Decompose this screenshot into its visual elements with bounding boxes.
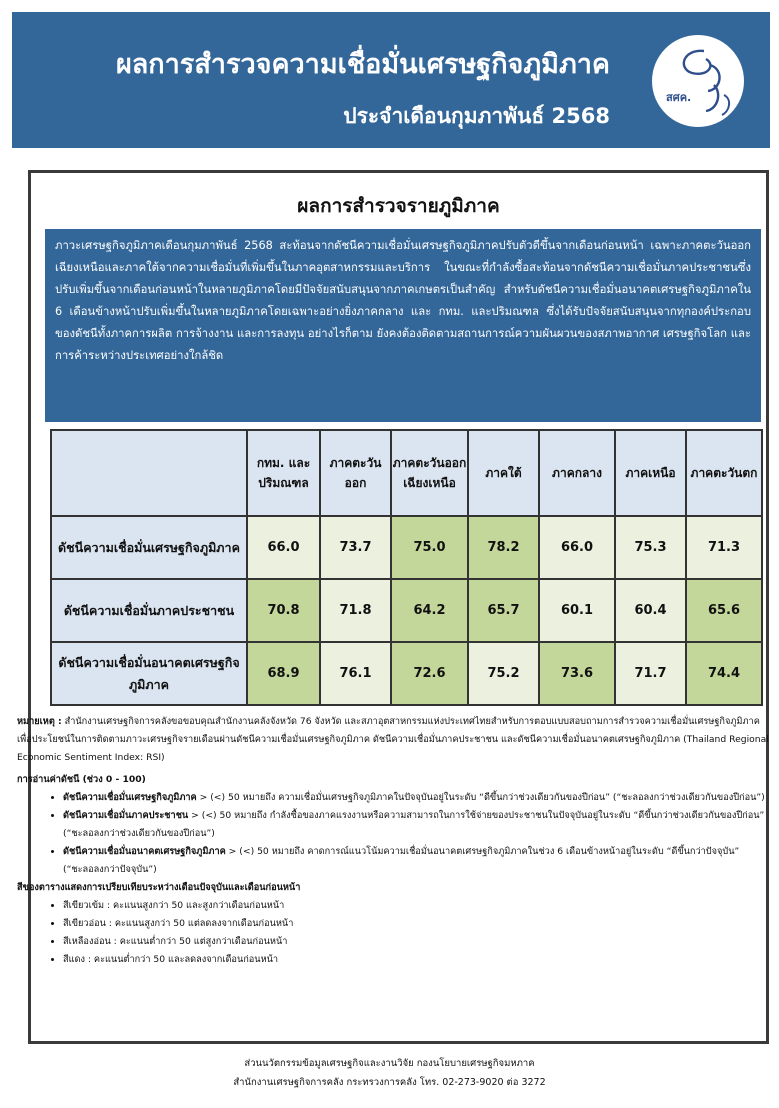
table-cell: 71.7 bbox=[615, 642, 686, 705]
remark bbox=[17, 713, 769, 767]
table-cell: 73.7 bbox=[320, 516, 391, 579]
page-footer bbox=[0, 1054, 779, 1092]
reading-list bbox=[17, 789, 769, 879]
table-cell: 75.2 bbox=[468, 642, 539, 705]
table-corner bbox=[51, 430, 247, 516]
row-label: ดัชนีความเชื่อมั่นภาคประชาชน bbox=[51, 579, 247, 642]
table-cell: 68.9 bbox=[247, 642, 320, 705]
col-header: ภาคกลาง bbox=[539, 430, 615, 516]
rsi-table bbox=[50, 429, 763, 706]
table-cell: 65.7 bbox=[468, 579, 539, 642]
color-title bbox=[17, 879, 769, 897]
fpo-logo bbox=[652, 35, 744, 127]
page-subtitle: ประจำเดือนกุมภาพันธ์ 2568 bbox=[343, 104, 610, 128]
table-cell: 66.0 bbox=[247, 516, 320, 579]
reading-title bbox=[17, 771, 769, 789]
color-title-text: สีของตารางแสดงการเปรียบเทียบระหว่างเดือนปัจจุบันและเดือนก่อนหน้า bbox=[17, 882, 301, 893]
table-header-row bbox=[51, 430, 762, 516]
footer-line: ส่วนนวัตกรรมข้อมูลเศรษฐกิจและงานวิจัย กองนโยบายเศรษฐกิจมหภาค bbox=[244, 1058, 535, 1069]
table-cell: 74.4 bbox=[686, 642, 762, 705]
table-cell: 73.6 bbox=[539, 642, 615, 705]
row-label: ดัชนีความเชื่อมั่นเศรษฐกิจภูมิภาค bbox=[51, 516, 247, 579]
reading-text: > (<) 50 หมายถึง ความเชื่อมั่นเศรษฐกิจภูมิภาคในปัจจุบันอยู่ในระดับ “ดีขึ้นกว่าช่วงเดียวกันของปีก่อน” (“ชะลอลงกว่าช่วงเดียวกันของปีก่อน”) bbox=[196, 792, 765, 803]
table-cell: 65.6 bbox=[686, 579, 762, 642]
col-header: ภาคใต้ bbox=[468, 430, 539, 516]
list-item: • สีเขียวเข้ม : คะแนนสูงกว่า 50 และสูงกว่าเดือนก่อนหน้า bbox=[63, 897, 769, 915]
table-cell: 75.0 bbox=[391, 516, 468, 579]
reading-term: ดัชนีความเชื่อมั่นอนาคตเศรษฐกิจภูมิภาค bbox=[63, 846, 226, 857]
col-header: ภาคตะวันออกเฉียงเหนือ bbox=[391, 430, 468, 516]
list-item bbox=[63, 789, 769, 807]
reading-text: > (<) 50 หมายถึง กำลังซื้อของภาคแรงงานหรือความสามารถในการใช้จ่ายของประชาชนในปัจจุบันอยู่ในระดับ “ดีขึ้นกว่าช่วงเดียวกันของปีก่อน” (“ชะลอลงกว่าช่วงเดียวกันของปีก่อน”) bbox=[63, 810, 765, 839]
table-cell: 72.6 bbox=[391, 642, 468, 705]
table-row bbox=[51, 516, 762, 579]
col-header: ภาคตะวันออก bbox=[320, 430, 391, 516]
table-cell: 64.2 bbox=[391, 579, 468, 642]
remark-label: หมายเหตุ : bbox=[17, 716, 62, 727]
list-item: • สีเหลืองอ่อน : คะแนนต่ำกว่า 50 แต่สูงกว่าเดือนก่อนหน้า bbox=[63, 933, 769, 951]
table-cell: 70.8 bbox=[247, 579, 320, 642]
list-item: • สีแดง : คะแนนต่ำกว่า 50 และลดลงจากเดือนก่อนหน้า bbox=[63, 951, 769, 969]
reading-term: ดัชนีความเชื่อมั่นภาคประชาชน bbox=[63, 810, 189, 821]
table-cell: 60.1 bbox=[539, 579, 615, 642]
table-cell: 75.3 bbox=[615, 516, 686, 579]
table-row bbox=[51, 579, 762, 642]
table-cell: 71.3 bbox=[686, 516, 762, 579]
table-cell: 60.4 bbox=[615, 579, 686, 642]
list-item: • สีเขียวอ่อน : คะแนนสูงกว่า 50 แต่ลดลงจากเดือนก่อนหน้า bbox=[63, 915, 769, 933]
table-cell: 66.0 bbox=[539, 516, 615, 579]
section-title: ผลการสำรวจรายภูมิภาค bbox=[297, 195, 500, 217]
table-row bbox=[51, 642, 762, 705]
list-item bbox=[63, 843, 769, 879]
col-header: ภาคตะวันตก bbox=[686, 430, 762, 516]
list-item bbox=[63, 807, 769, 843]
col-header: กทม. และปริมณฑล bbox=[247, 430, 320, 516]
footer-line: สำนักงานเศรษฐกิจการคลัง กระทรวงการคลัง โทร. 02-273-9020 ต่อ 3272 bbox=[233, 1077, 546, 1088]
table-cell: 71.8 bbox=[320, 579, 391, 642]
page-title: ผลการสำรวจความเชื่อมั่นเศรษฐกิจภูมิภาค bbox=[115, 49, 610, 80]
summary-box: ภาวะเศรษฐกิจภูมิภาคเดือนกุมภาพันธ์ 2568 สะท้อนจากดัชนีความเชื่อมั่นเศรษฐกิจภูมิภาคปรับตัวดีขึ้นจากเดือนก่อนหน้า เฉพาะภาคตะวันออกเฉียงเหนือและภาคใต้จากความเชื่อมั่นที่เพิ่มขึ้นในภาคอุตสาหกรรมและบริการ ในขณะที่กำลังซื้อสะท้อนจากดัชนีความเชื่อมั่นภาคประชาชนซึ่งปรับเพิ่มขึ้นจากเดือนก่อนหน้าในหลายภูมิภาคโดยมีปัจจัยสนับสนุนจากภาคเกษตรเป็นสำคัญ สำหรับดัชนีความเชื่อมั่นอนาคตเศรษฐกิจภูมิภาคใน 6 เดือนข้างหน้าปรับเพิ่มขึ้นในหลายภูมิภาคโดยเฉพาะอย่างยิ่งภาคกลาง และ กทม. และปริมณฑล ซึ่งได้รับปัจจัยสนับสนุนจากทุกองค์ประกอบของดัชนีทั้งภาคการผลิต การจ้างงาน และการลงทุน อย่างไรก็ตาม ยังคงต้องติดตามสถานการณ์ความผันผวนของสภาพอากาศ เศรษฐกิจโลก และการค้าระหว่างประเทศอย่างใกล้ชิด bbox=[45, 229, 761, 422]
logo-text: สศค. bbox=[666, 91, 692, 104]
reading-text: > (<) 50 หมายถึง คาดการณ์แนวโน้มความเชื่อมั่นอนาคตเศรษฐกิจภูมิภาคในช่วง 6 เดือนข้างหน้าอยู่ในระดับ “ดีขึ้นกว่าปัจจุบัน” (“ชะลอลงกว่าปัจจุบัน”) bbox=[63, 846, 740, 875]
reading-title-text: การอ่านค่าดัชนี (ช่วง 0 - 100) bbox=[17, 774, 146, 785]
reading-term: ดัชนีความเชื่อมั่นเศรษฐกิจภูมิภาค bbox=[63, 792, 197, 803]
regional-survey-panel bbox=[17, 170, 769, 1044]
remark-text: สำนักงานเศรษฐกิจการคลังขอขอบคุณสำนักงานคลังจังหวัด 76 จังหวัด และสภาอุตสาหกรรมแห่งประเทศไทยสำหรับการตอบแบบสอบถามการสำรวจความเชื่อมั่นเศรษฐกิจภูมิภาค เพื่อประโยชน์ในการติดตามภาวะเศรษฐกิจรายเดือนผ่านดัชนีความเชื่อมั่นเศรษฐกิจภูมิภาค ดัชนีความเชื่อมั่นภาคประชาชน และดัชนีความเชื่อมั่นอนาคตเศรษฐกิจภูมิภาค (Thailand Regional Economic Sentiment Index: RSI) bbox=[17, 716, 769, 763]
notes-section bbox=[15, 713, 769, 969]
color-list bbox=[17, 897, 769, 969]
col-header: ภาคเหนือ bbox=[615, 430, 686, 516]
table-cell: 78.2 bbox=[468, 516, 539, 579]
table-cell: 76.1 bbox=[320, 642, 391, 705]
page-header bbox=[12, 12, 770, 148]
row-label: ดัชนีความเชื่อมั่นอนาคตเศรษฐกิจภูมิภาค bbox=[51, 642, 247, 705]
fpo-logo-icon bbox=[652, 35, 744, 127]
